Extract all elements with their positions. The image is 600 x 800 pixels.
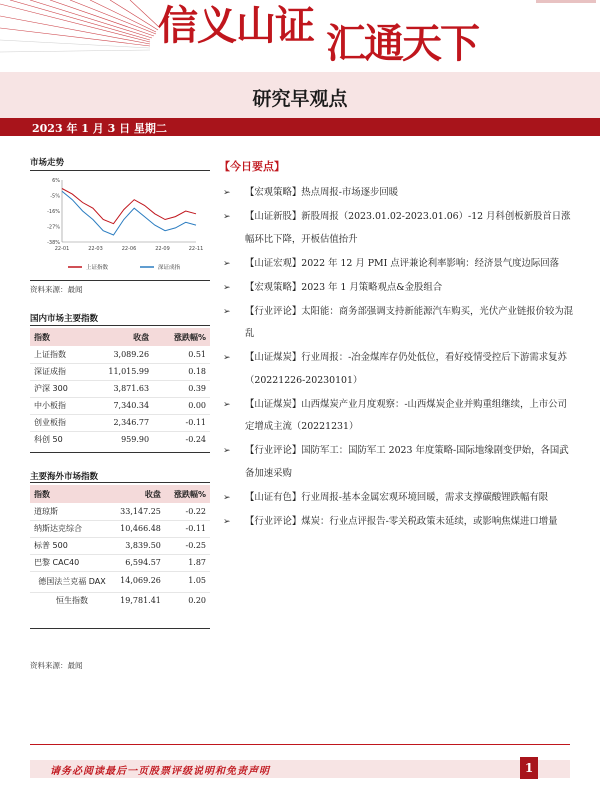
y-tick-label: -5% [50,193,60,200]
report-date: 2023 年 1 月 3 日 星期二 [32,122,167,135]
index-change: 0.00 [153,397,210,414]
index-change: 0.20 [188,596,206,606]
index-change: 1.87 [165,554,210,571]
x-tick-label: 22-01 [54,246,70,252]
col-header-index: 指数 [30,328,84,346]
index-change: 0.51 [153,346,210,363]
chart-source: 资料来源：最闻 [30,285,83,294]
disclaimer-notice: 请务必阅读最后一页股票评级说明和免责声明 [50,766,270,777]
index-close: 3,839.50 [110,537,165,554]
list-item-text: 【行业评论】国防军工：国防军工 2023 年度策略-国际地缘剧变伊始，各国武备加速采购 [245,445,569,479]
page-header [0,0,600,72]
series-line-2 [62,191,196,235]
table-row [30,554,210,571]
index-name: 上证指数 [30,346,84,363]
list-item-text: 【行业评论】太阳能：商务部强调支持新能源汽车购买，光伏产业链报价较为混乱 [245,305,574,339]
list-item-text: 【山证宏观】2022 年 12 月 PMI 点评兼论利率影响：经济景气度边际回落 [245,257,560,269]
index-name: 道琼斯 [30,503,110,520]
index-change: 0.39 [153,380,210,397]
index-name: 中小板指 [30,397,84,414]
list-item [219,440,575,485]
x-tick-label: 22-11 [188,246,204,252]
table-row [30,346,210,363]
table-header-row [30,328,210,346]
market-trend-chart [36,172,206,282]
list-item-text: 【山证煤炭】山西煤炭产业月度观察：-山西煤炭企业并购重组继续，上市公司定增成主流（20221231） [245,398,567,432]
list-item-text: 【宏观策略】2023 年 1 月策略观点&金股组合 [245,281,443,293]
list-item [219,301,575,346]
table-row [30,592,210,609]
list-item [219,277,575,300]
arrow-bullet-icon: ➢ [223,306,231,317]
list-item-text: 【宏观策略】热点周报-市场逐步回暖 [245,187,399,198]
list-item [219,394,575,439]
list-item [219,487,575,510]
domestic-index-table [30,328,210,448]
list-item [219,182,575,205]
arrow-bullet-icon: ➢ [223,492,231,503]
y-tick-label: -16% [47,209,60,215]
index-close: 7,340.34 [84,397,153,414]
table-row [30,397,210,414]
index-change: -0.24 [185,435,206,445]
index-change: -0.22 [165,503,210,520]
list-item [219,347,575,392]
index-name: 恒生指数 [56,596,88,606]
col-header-change: 涨跌幅% [153,328,210,346]
y-tick-label: -27% [47,224,60,231]
col-header-close: 收盘 [84,328,153,346]
index-close: 3,871.63 [84,380,153,397]
section-divider [30,628,210,629]
index-change: 0.18 [153,363,210,380]
index-close: 6,594.57 [110,554,165,571]
arrow-bullet-icon: ➢ [223,399,231,410]
highlights-list [219,182,575,535]
list-item-text: 【山证煤炭】行业周报：-冶金煤库存仍处低位，看好疫情受控后下游需求复苏（20221226-20230101） [245,352,567,386]
index-change: -0.11 [165,520,210,537]
list-item-text: 【山证新股】新股周报（2023.01.02-2023.01.06）-12 月科创板新股首日涨幅环比下降，开板估值抬升 [245,211,571,245]
list-item [219,253,575,276]
y-tick-label: 6% [52,178,60,184]
legend-label: 上证指数 [86,265,109,271]
table-row [30,380,210,397]
index-name: 深证成指 [30,363,84,380]
index-change: -0.25 [165,537,210,554]
section-divider [30,280,210,281]
footer-divider [30,744,570,745]
section-divider [30,325,210,326]
section-divider [30,452,210,453]
arrow-bullet-icon: ➢ [223,282,231,293]
list-item [219,206,575,251]
page-number: 1 [520,757,538,779]
brand-slogan-left: 信义山证 [158,3,314,49]
index-close: 19,781.41 [120,596,161,606]
list-item [219,511,575,534]
index-name: 沪深 300 [30,380,84,397]
index-name: 科创 50 [34,435,63,445]
index-close: 2,346.77 [84,414,153,431]
top-logo-mark [536,0,596,6]
index-close: 3,089.26 [84,346,153,363]
index-change: 1.05 [165,571,210,592]
table-header-row [30,485,210,503]
market-trend-title: 市场走势 [30,158,65,168]
arrow-bullet-icon: ➢ [223,516,231,527]
col-header-change: 涨跌幅% [165,485,210,503]
index-name: 纳斯达克综合 [30,520,110,537]
col-header-index: 指数 [30,485,110,503]
overseas-index-title: 主要海外市场指数 [30,472,99,482]
table-row [30,571,210,592]
arrow-bullet-icon: ➢ [223,212,231,222]
overseas-index-table [30,485,210,609]
index-close: 14,069.26 [110,571,165,592]
table-row [30,431,210,448]
col-header-close: 收盘 [110,485,165,503]
table-row [30,414,210,431]
x-tick-label: 22-03 [88,246,103,252]
legend-label: 深证成指 [158,265,181,271]
list-item-text: 【山证有色】行业周报-基本金属宏观环境回暖，需求支撑碳酸锂跌幅有限 [245,491,549,503]
index-close: 11,015.99 [84,363,153,380]
section-divider [30,170,210,171]
list-item-text: 【行业评论】煤炭：行业点评报告-零关税政策未延续，或影响焦煤进口增量 [245,515,558,527]
page-title: 研究早观点 [252,88,348,110]
index-close: 959.90 [121,435,150,445]
table-source: 资料来源：最闻 [30,661,83,670]
index-close: 10,466.48 [110,520,165,537]
x-tick-label: 22-06 [121,246,137,252]
arrow-bullet-icon: ➢ [223,446,231,456]
x-tick-label: 22-09 [155,246,170,252]
arrow-bullet-icon: ➢ [223,188,231,198]
index-name: 巴黎 CAC40 [30,554,110,571]
index-name: 创业板指 [30,414,84,431]
index-close: 33,147.25 [110,503,165,520]
domestic-index-title: 国内市场主要指数 [30,314,99,324]
today-highlights-title: 【今日要点】 [219,160,285,173]
table-row [30,537,210,554]
table-row [30,363,210,380]
index-name: 标普 500 [30,537,110,554]
arrow-bullet-icon: ➢ [223,258,231,269]
series-line-1 [62,189,196,224]
table-row [30,503,210,520]
y-tick-label: -38% [47,240,60,246]
section-divider [30,482,210,483]
index-change: -0.11 [153,414,210,431]
index-name: 德国法兰克福 DAX [30,571,110,592]
brand-slogan-right: 汇通天下 [326,21,478,67]
arrow-bullet-icon: ➢ [223,353,231,363]
table-row [30,520,210,537]
